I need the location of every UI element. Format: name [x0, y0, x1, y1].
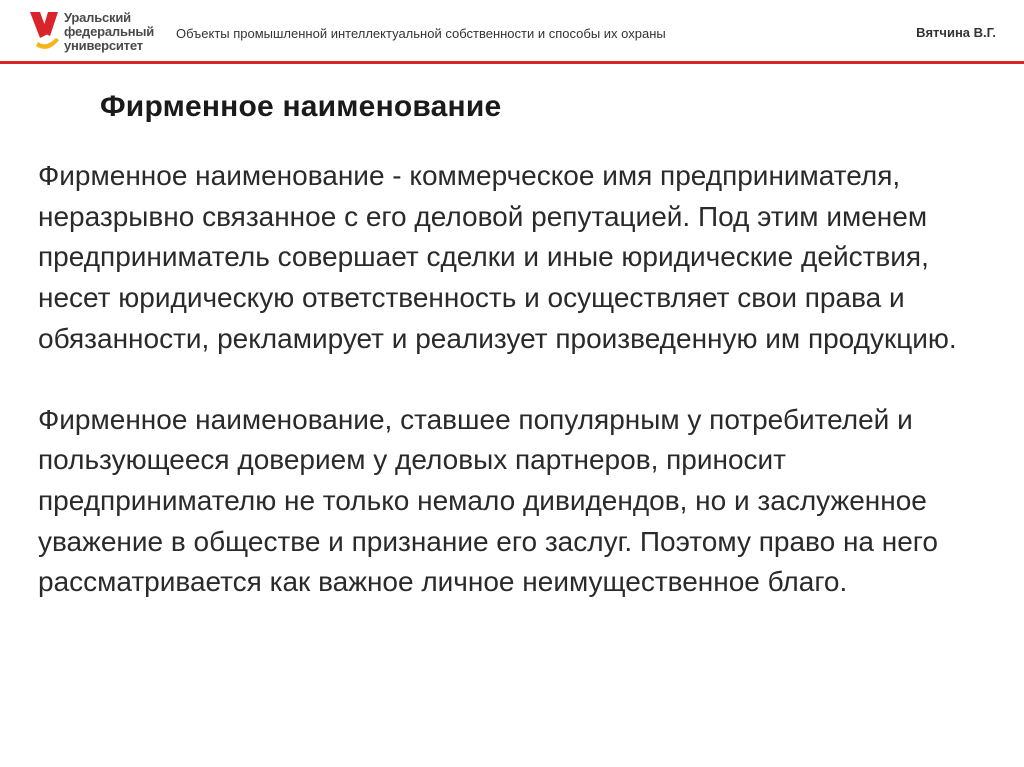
course-title: Объекты промышленной интеллектуальной собственности и способы их охраны — [176, 26, 666, 41]
university-name — [64, 11, 154, 53]
slide-header — [0, 0, 1024, 66]
paragraph-significance: Фирменное наименование, ставшее популярным у потребителей и пользующееся доверием у деловых партнеров, приносит предпринимателю не только немало дивидендов, но и заслуженное уважение в обществе и признание его заслуг. Поэтому право на него рассматривается как важное личное неимущественное благо. — [38, 403, 938, 598]
slide-body — [38, 156, 1008, 603]
university-name-line-1: Уральский — [64, 10, 131, 25]
author-name: Вятчина В.Г. — [916, 25, 996, 40]
university-name-line-2: федеральный — [64, 24, 155, 39]
university-name-line-3: университет — [64, 38, 143, 53]
paragraph-definition: Фирменное наименование - коммерческое имя предпринимателя, неразрывно связанное с его деловой репутацией. Под этим именем предприниматель совершает сделки и иные юридические действия, несет юридическую ответственность и осуществляет свои права и обязанности, рекламирует и реализует произведенную им продукцию. — [38, 160, 957, 354]
university-logo-icon — [28, 8, 62, 54]
header-divider — [0, 61, 1024, 64]
university-logo — [28, 8, 168, 58]
slide-title: Фирменное наименование — [100, 90, 502, 123]
